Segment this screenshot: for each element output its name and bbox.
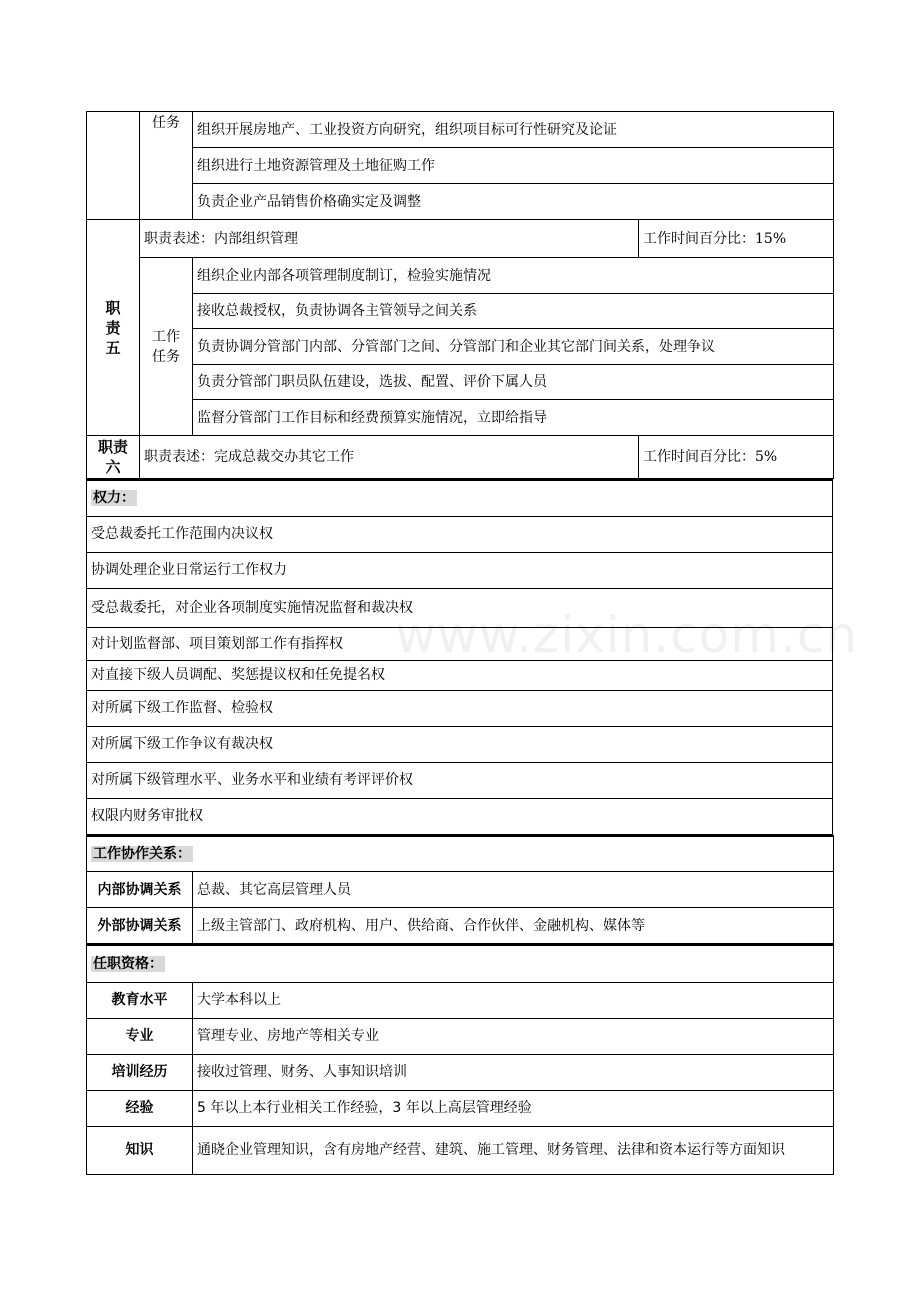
power-item: 对所属下级工作监督、检验权: [87, 690, 833, 726]
task-item: 组织企业内部各项管理制度制订，检验实施情况: [193, 258, 834, 294]
power-item: 受总裁委托，对企业各项制度实施情况监督和裁决权: [87, 588, 833, 627]
relations-table: [86, 835, 834, 945]
experience-value: 5 年以上本行业相关工作经验，3 年以上高层管理经验: [193, 1090, 834, 1126]
power-item: 权限内财务审批权: [87, 798, 833, 834]
major-value: 管理专业、房地产等相关专业: [193, 1018, 834, 1054]
powers-table: [86, 479, 833, 835]
power-item: 对直接下级人员调配、奖惩提议权和任免提名权: [87, 660, 833, 690]
duty6-label: 职责六: [87, 436, 140, 479]
task-item: 组织开展房地产、工业投资方向研究，组织项目标可行性研究及论证: [193, 112, 834, 148]
knowledge-label: 知识: [87, 1126, 193, 1174]
qualifications-header: 任职资格：: [87, 945, 834, 982]
experience-label: 经验: [87, 1090, 193, 1126]
qualifications-table: [86, 944, 834, 1175]
power-item: 协调处理企业日常运行工作权力: [87, 552, 833, 588]
task-item: 负责分管部门职员队伍建设，选拔、配置、评价下属人员: [193, 365, 834, 400]
training-value: 接收过管理、财务、人事知识培训: [193, 1054, 834, 1090]
internal-relations-label: 内部协调关系: [87, 872, 193, 908]
duty5-description: 职责表述：内部组织管理: [140, 220, 639, 258]
education-label: 教育水平: [87, 982, 193, 1018]
duty-label-continued: [87, 112, 140, 220]
power-item: 受总裁委托工作范围内决议权: [87, 516, 833, 552]
duty5-task-label: 工作任务: [140, 258, 193, 436]
task-item: 负责协调分管部门内部、分管部门之间、分管部门和企业其它部门间关系，处理争议: [193, 329, 834, 365]
relations-header: 工作协作关系：: [87, 836, 834, 872]
task-item: 负责企业产品销售价格确实定及调整: [193, 184, 834, 220]
education-value: 大学本科以上: [193, 982, 834, 1018]
knowledge-value: 通晓企业管理知识，含有房地产经营、建筑、施工管理、财务管理、法律和资本运行等方面知识: [193, 1126, 834, 1174]
task-item: 组织进行土地资源管理及土地征购工作: [193, 148, 834, 184]
duty6-time-percent: 工作时间百分比：5%: [639, 436, 834, 479]
duty5-time-percent: 工作时间百分比：15%: [639, 220, 834, 258]
watermark: www.zixin.com.cn: [395, 606, 859, 664]
powers-header: 权力：: [87, 480, 833, 516]
duties-table: [86, 111, 834, 479]
duty5-label: 职责五: [87, 220, 140, 436]
task-item: 接收总裁授权，负责协调各主管领导之间关系: [193, 294, 834, 329]
task-item: 监督分管部门工作目标和经费预算实施情况，立即给指导: [193, 400, 834, 436]
external-relations-label: 外部协调关系: [87, 908, 193, 944]
internal-relations-value: 总裁、其它高层管理人员: [193, 872, 834, 908]
duty6-description: 职责表述：完成总裁交办其它工作: [140, 436, 639, 479]
major-label: 专业: [87, 1018, 193, 1054]
training-label: 培训经历: [87, 1054, 193, 1090]
power-item: 对计划监督部、项目策划部工作有指挥权: [87, 627, 833, 660]
job-description-sheet: [86, 111, 833, 1175]
task-label-continued: 任务: [140, 112, 193, 220]
power-item: 对所属下级工作争议有裁决权: [87, 726, 833, 762]
external-relations-value: 上级主管部门、政府机构、用户、供给商、合作伙伴、金融机构、媒体等: [193, 908, 834, 944]
power-item: 对所属下级管理水平、业务水平和业绩有考评评价权: [87, 762, 833, 798]
